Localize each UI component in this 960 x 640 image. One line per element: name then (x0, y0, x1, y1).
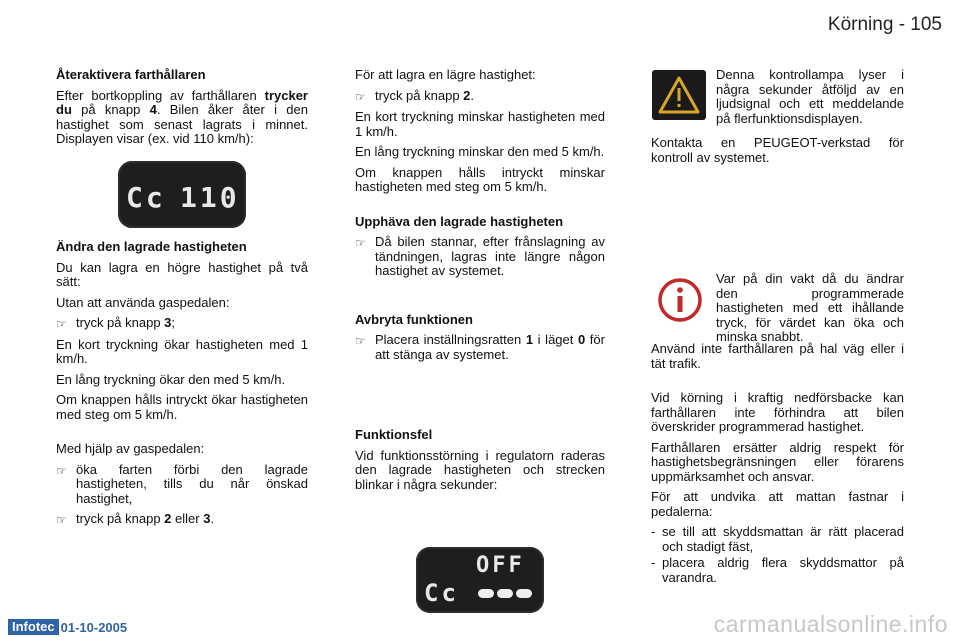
heading-change-speed: Ändra den lagrade hastigheten (56, 239, 247, 254)
heading-cancel-speed: Upphäva den lagrade hastigheten (355, 213, 564, 229)
paragraph-lower-speed: För att lagra en lägre hastighet: (355, 67, 536, 82)
paragraph-long-press: En lång tryckning ökar den med 5 km/h. (56, 371, 286, 387)
footer (8, 619, 127, 635)
column-3-caution (716, 272, 904, 351)
paragraph-downhill: Vid körning i kraftig nedförsbacke kan farthållaren inte förhindra att bilen överskrider programmerad hastighet. (651, 390, 904, 434)
footer-date: 01-10-2005 (60, 619, 128, 635)
heading-reactivate: Återaktivera farthållaren (56, 67, 206, 82)
paragraph-replace: Farthållaren ersätter aldrig respekt för hastighetsbegränsningen eller förarens uppmärksamhet och ansvar. (651, 439, 904, 484)
display-off (416, 547, 544, 613)
bullet-cancel: ☞ Då bilen stannar, efter frånslagning av tändningen, lagras inte längre någon hastighet av systemet. (355, 234, 605, 278)
pointing-hand-icon: ☞ (56, 463, 67, 478)
bullet-press-3: ☞ tryck på knapp 3; (56, 315, 176, 331)
paragraph-long-press-minus: En lång tryckning minskar den med 5 km/h. (355, 144, 605, 159)
bullet-press-2-3: ☞ tryck på knapp 2 eller 3. (56, 511, 215, 527)
list-item: - placera aldrig flera skyddsmattor på varandra. (651, 555, 904, 585)
bullet-increase: ☞ öka farten förbi den lagrade hastigheten, tills du når önskad hastighet, (56, 461, 308, 506)
watermark: carmanualsonline.info (713, 611, 948, 637)
dash-segments (478, 589, 534, 599)
paragraph-traffic: Använd inte farthållaren på hal väg eller i tät trafik. (651, 341, 904, 371)
paragraph-warning-light: Denna kontrollampa lyser i några sekunder åtföljd av en ljudsignal och ett meddelande på flerfunktionsdisplayen. (716, 67, 904, 126)
paragraph-hold: Om knappen hålls intryckt ökar hastigheten med steg om 5 km/h. (56, 392, 308, 422)
pointing-hand-icon: ☞ (56, 513, 67, 527)
pointing-hand-icon: ☞ (355, 89, 366, 104)
pointing-hand-icon: ☞ (355, 334, 366, 348)
heading-malfunction: Funktionsfel (355, 427, 433, 442)
column-3-lower (651, 342, 904, 587)
column-3-contact (651, 136, 904, 171)
bullet-press-2: ☞ tryck på knapp 2. (355, 87, 475, 104)
pointing-hand-icon: ☞ (355, 236, 366, 250)
display-cc-label: Cc (126, 181, 166, 214)
paragraph-without-pedal: Utan att använda gaspedalen: (56, 294, 230, 310)
display-speed-110 (118, 161, 246, 228)
paragraph-caution: Var på din vakt då du ändrar den programmerade hastigheten med ett ihållande tryck, för värdet kan öka och minska snabbt. (716, 271, 904, 344)
column-2 (355, 68, 605, 498)
column-1 (56, 68, 308, 153)
column-1-lower (56, 240, 308, 534)
paragraph-hold-minus: Om knappen hålls intryckt minskar hastigheten med steg om 5 km/h. (355, 164, 605, 194)
display-cc-label: Cc (424, 579, 459, 607)
info-icon (656, 276, 704, 324)
heading-stop-function: Avbryta funktionen (355, 311, 473, 327)
paragraph-with-pedal: Med hjälp av gaspedalen: (56, 441, 205, 456)
warning-triangle-icon (652, 70, 706, 120)
paragraph-contact: Kontakta en PEUGEOT-verkstad för kontroll av systemet. (651, 135, 904, 165)
bullet-stop: ☞ Placera inställningsratten 1 i läget 0 för att stänga av systemet. (355, 332, 605, 362)
infotec-badge: Infotec (8, 619, 59, 635)
display-off-label: OFF (476, 553, 525, 578)
column-3-top (716, 68, 904, 132)
paragraph-reactivate: Efter bortkoppling av farthållaren trycker du på knapp 4. Bilen åker åter i den hastighet som senast lagrats i minnet. Displayen visar (ex. vid 110 km/h): (56, 87, 308, 146)
paragraph-malfunction: Vid funktionsstörning i regulatorn raderas den lagrade hastigheten och strecken blinkar i några sekunder: (355, 447, 605, 492)
display-speed-value: 110 (180, 181, 240, 214)
paragraph-mats: För att undvika att mattan fastnar i pedalerna: (651, 489, 904, 519)
list-item: - se till att skyddsmattan är rätt placerad och stadigt fäst, (651, 524, 904, 554)
paragraph-change: Du kan lagra en högre hastighet på två sätt: (56, 259, 308, 289)
paragraph-short-press-minus: En kort tryckning minskar hastigheten med 1 km/h. (355, 109, 605, 139)
paragraph-short-press: En kort tryckning ökar hastigheten med 1 km/h. (56, 336, 308, 366)
page-title: Körning - 105 (827, 14, 942, 35)
pointing-hand-icon: ☞ (56, 317, 67, 331)
